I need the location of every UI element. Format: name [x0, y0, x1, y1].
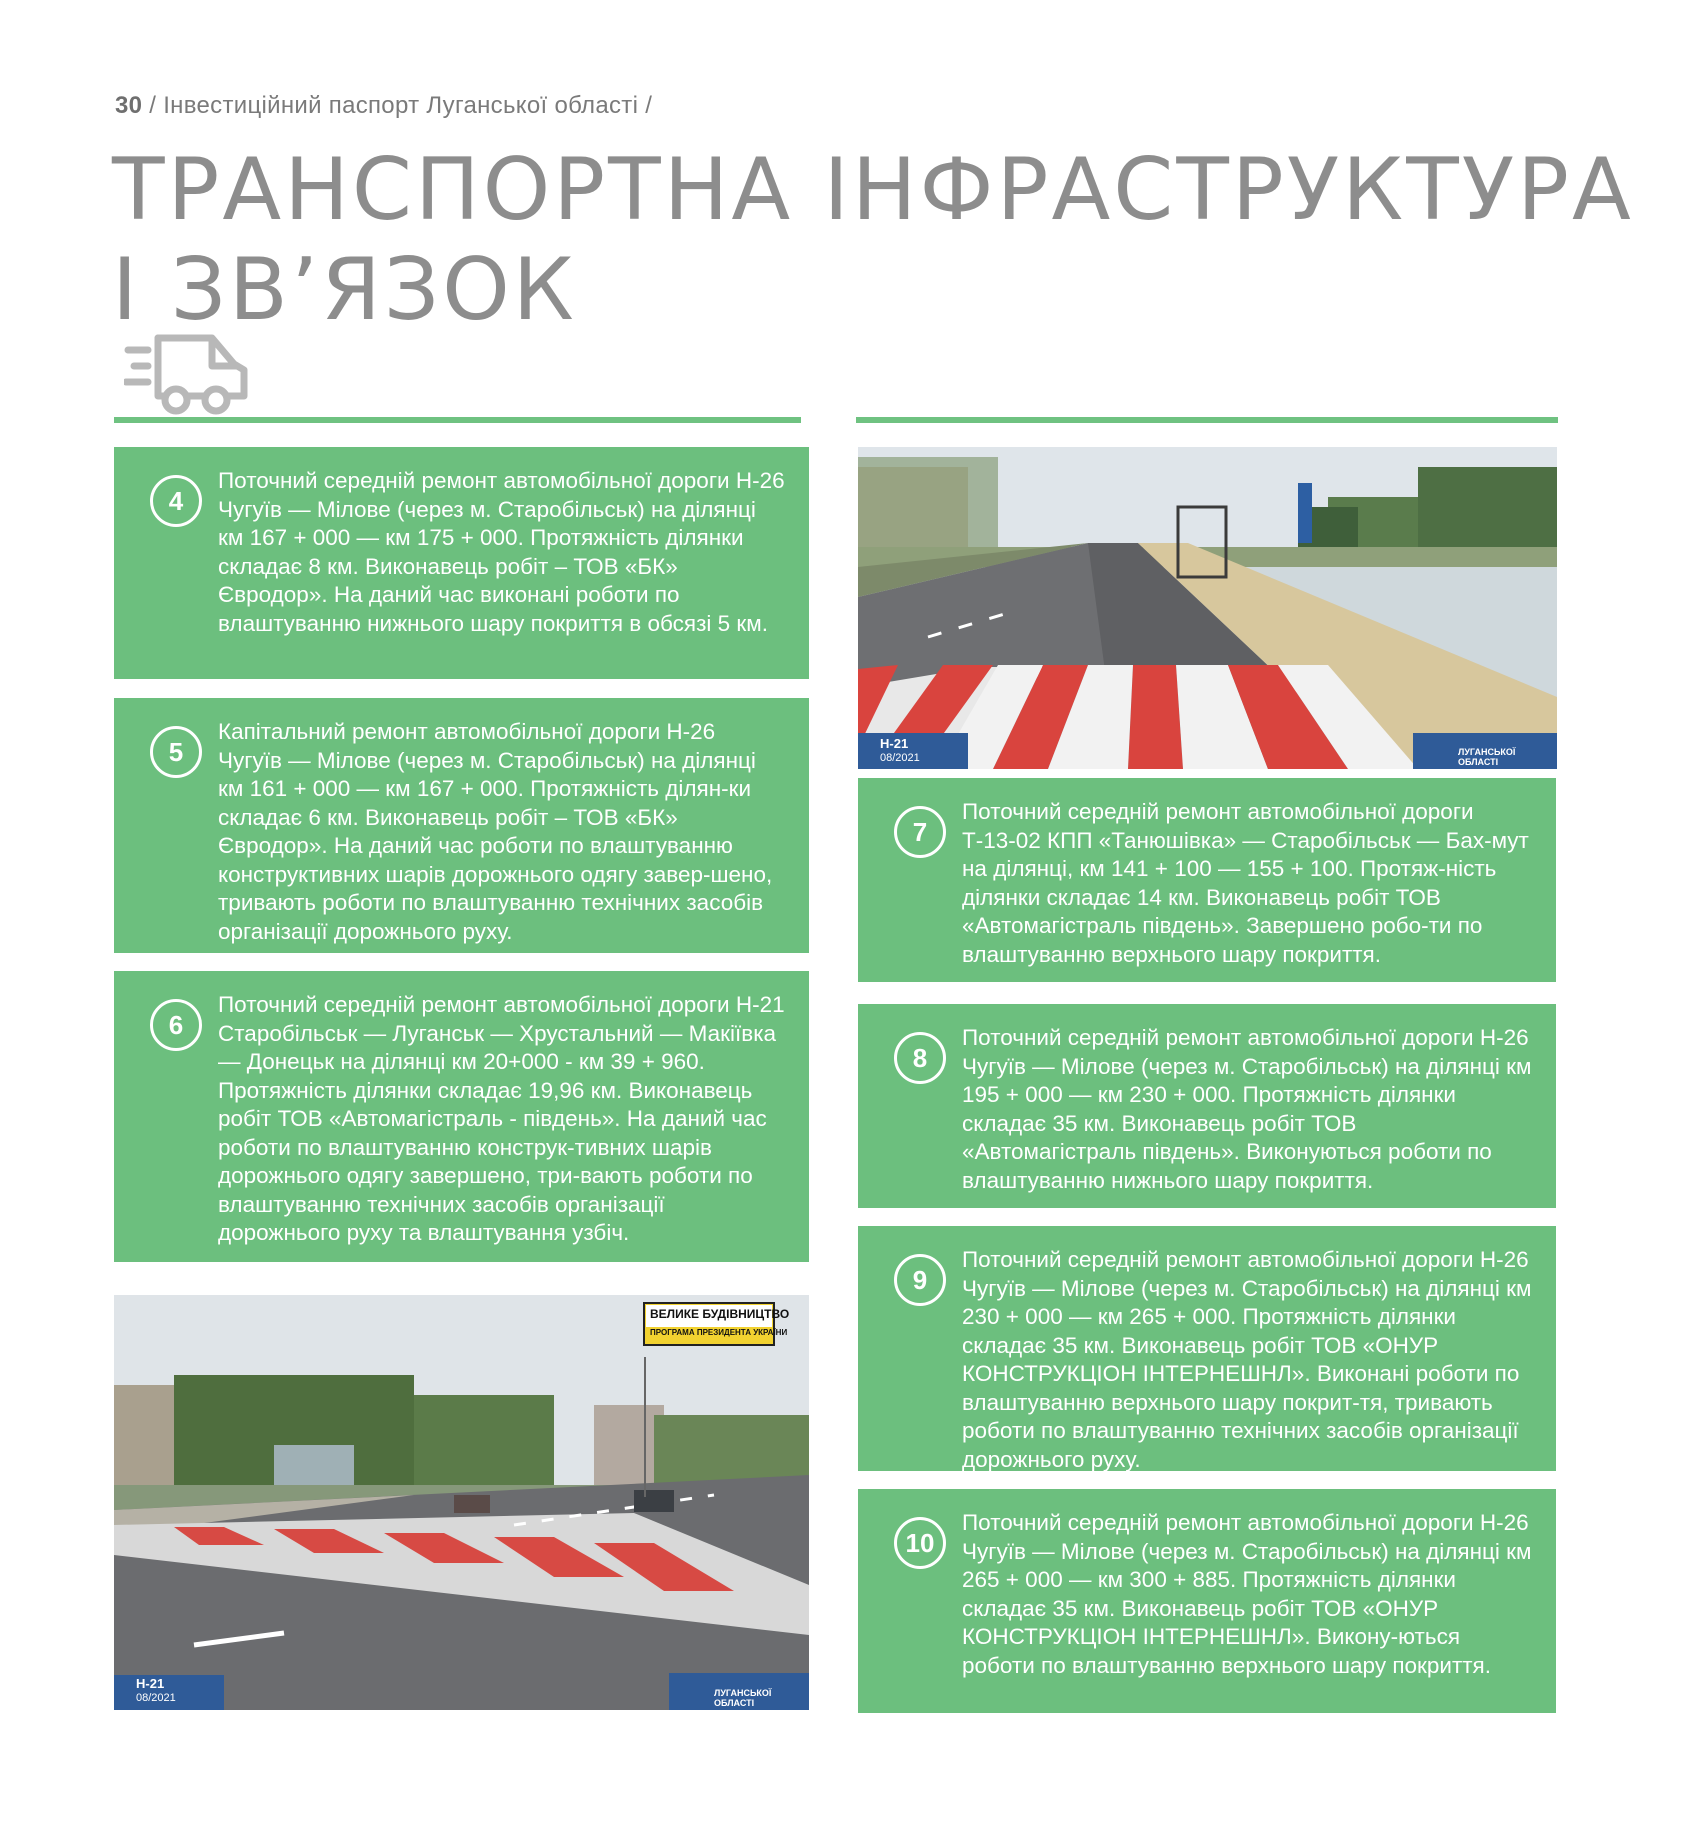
- photo-date: 08/2021: [136, 1692, 176, 1704]
- project-description: Поточний середній ремонт автомобільної дороги Н-26 Чугуїв — Мілове (через м. Старобільськ) на ділянці км 230 + 000 — км 265 + 000. Протяжність ділянки складає 35 км. Виконавець робіт ТОВ «ОНУР КОНСТРУКЦІОН ІНТЕРНЕШНЛ». Виконані роботи по влаштуванню верхнього шару покрит-тя, тривають роботи по влаштуванню технічних засобів організації дорожнього руху.: [962, 1247, 1532, 1472]
- project-description: Поточний середній ремонт автомобільної дороги Н-26 Чугуїв — Мілове (через м. Старобільськ) на ділянці км 167 + 000 — км 175 + 000. Протяжність ділянки складає 8 км. Виконавець робіт – ТОВ «БК» Євродор». На даний час виконані роботи по влаштуванню нижнього шару покриття в обсязі 5 км.: [218, 468, 785, 636]
- project-description: Капітальний ремонт автомобільної дороги Н-26 Чугуїв — Мілове (через м. Старобільськ) на ділянці км 161 + 000 — км 167 + 000. Протяжність ділян-ки складає 6 км. Виконавець робіт – ТОВ «БК» Євродор». На даний час роботи по влаштуванню конструктивних шарів дорожнього одягу завер-шено, тривають роботи по влаштуванню технічних засобів організації дорожнього руху.: [218, 719, 773, 944]
- breadcrumb: / Інвестиційний паспорт Луганської області /: [149, 92, 653, 119]
- page-header: [115, 92, 652, 120]
- left-divider: [114, 417, 801, 423]
- item-number-badge: 7: [894, 806, 946, 858]
- crosswalk-scene-illustration: [114, 1295, 809, 1710]
- project-description: Поточний середній ремонт автомобільної дороги Н-26 Чугуїв — Мілове (через м. Старобільськ) на ділянці км 195 + 000 — км 230 + 000. Протяжність ділянки складає 35 км. Виконавець робіт ТОВ «Автомагістраль південь». Виконуються роботи по влаштуванню нижнього шару покриття.: [962, 1025, 1532, 1193]
- item-number-badge: 5: [150, 726, 202, 778]
- photo-date: 08/2021: [880, 752, 920, 764]
- road-scene-illustration: [858, 447, 1557, 769]
- construction-banner-title: ВЕЛИКЕ БУДІВНИЦТВО: [650, 1307, 790, 1321]
- project-card-6: [114, 971, 809, 1262]
- photo-road-code: Н-21: [880, 736, 909, 751]
- item-number-badge: 6: [150, 999, 202, 1051]
- photo-road-code: Н-21: [136, 1676, 165, 1691]
- project-description: Поточний середній ремонт автомобільної дороги Н-21 Старобільськ — Луганськ — Хрустальний — Макіївка — Донецьк на ділянці км 20+000 - км 39 + 960. Протяжність ділянки складає 19,96 км. Виконавець робіт ТОВ «Автомагістраль - південь». На даний час роботи по влаштуванню конструк-тивних шарів дорожнього одягу завершено, три-вають роботи по влаштуванню технічних засобів організації дорожнього руху та влаштування узбіч.: [218, 992, 785, 1245]
- page-title: [112, 140, 1634, 340]
- project-card-10: [858, 1489, 1556, 1713]
- road-service-logo-text: ЛУГАНСЬКОЇ ОБЛАСТІ: [714, 1688, 772, 1708]
- road-service-logo-text: ЛУГАНСЬКОЇ ОБЛАСТІ: [1458, 747, 1516, 767]
- road-photo-top: [858, 447, 1557, 769]
- title-line-2: І ЗВ’ЯЗОК: [112, 240, 577, 340]
- item-number-badge: 8: [894, 1032, 946, 1084]
- project-card-8: [858, 1004, 1556, 1208]
- item-number-badge: 10: [894, 1517, 946, 1569]
- project-card-4: [114, 447, 809, 679]
- page-number: 30: [115, 92, 143, 119]
- project-description: Поточний середній ремонт автомобільної дороги Н-26 Чугуїв — Мілове (через м. Старобільськ) на ділянці км 265 + 000 — км 300 + 885. Протяжність ділянки складає 35 км. Виконавець робіт ТОВ «ОНУР КОНСТРУКЦІОН ІНТЕРНЕШНЛ». Викону-ються роботи по влаштуванню верхнього шару покриття.: [962, 1510, 1532, 1678]
- road-photo-bottom: [114, 1295, 809, 1710]
- item-number-badge: 4: [150, 475, 202, 527]
- construction-banner-subtitle: ПРОГРАМА ПРЕЗИДЕНТА УКРАЇНИ: [650, 1328, 788, 1337]
- title-line-1: ТРАНСПОРТНА ІНФРАСТРУКТУРА: [112, 140, 1634, 240]
- item-number-badge: 9: [894, 1254, 946, 1306]
- project-card-7: [858, 778, 1556, 982]
- delivery-truck-icon: [124, 330, 254, 420]
- project-description: Поточний середній ремонт автомобільної дороги Т-13-02 КПП «Танюшівка» — Старобільськ — Бах-мут на ділянці, км 141 + 100 — 155 + 100. Протяж-ність ділянки складає 14 км. Виконавець робіт ТОВ «Автомагістраль південь». Завершено робо-ти по влаштуванню верхнього шару покриття.: [962, 799, 1529, 967]
- right-divider: [856, 417, 1558, 423]
- project-card-5: [114, 698, 809, 953]
- project-card-9: [858, 1226, 1556, 1471]
